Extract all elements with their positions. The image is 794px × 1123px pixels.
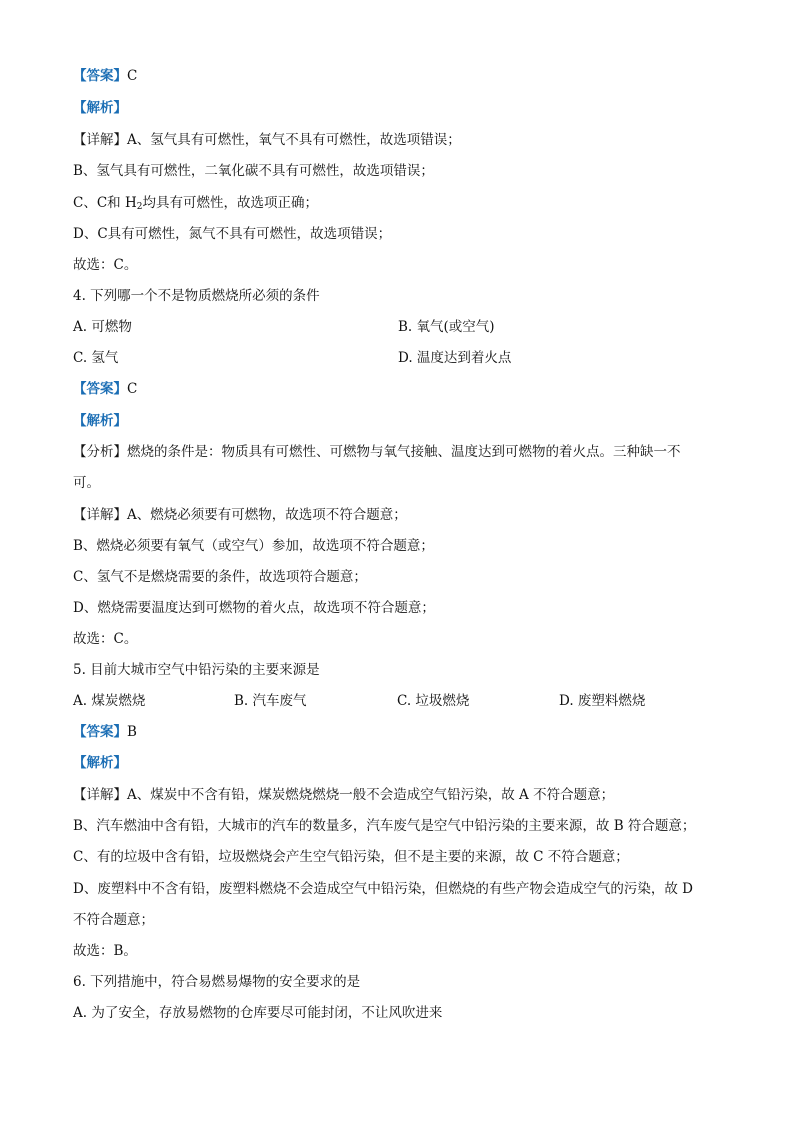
detail-line: D、燃烧需要温度达到可燃物的着火点，故选项不符合题意；	[73, 600, 435, 616]
analysis-heading: 【解析】	[73, 755, 127, 771]
option-c: C. 氢气	[73, 350, 119, 366]
detail-line: 【详解】A、氢气具有可燃性，氧气不具有可燃性，故选项错误；	[73, 132, 461, 148]
option-b: B. 氧气(或空气)	[398, 319, 495, 335]
conclusion-line: 故选：C。	[73, 631, 138, 647]
analysis-sub-tag: 分析	[86, 444, 114, 460]
option-b: B. 汽车废气	[234, 693, 307, 709]
option-d: D. 温度达到着火点	[398, 350, 512, 366]
answer-tag: 答案	[86, 724, 114, 740]
analysis-heading: 【解析】	[73, 100, 127, 116]
analysis-tag: 解析	[86, 100, 114, 116]
answer-tag: 答案	[86, 381, 114, 397]
question-stem: 5. 目前大城市空气中铅污染的主要来源是	[73, 662, 320, 678]
subscript: 2	[136, 202, 143, 212]
detail-tag: 详解	[86, 132, 114, 148]
option-a: A. 为了安全，存放易燃物的仓库要尽可能封闭，不让风吹进来	[73, 1005, 443, 1021]
analysis-tag: 解析	[86, 413, 114, 429]
detail-line: D、废塑料中不含有铅，废塑料燃烧不会造成空气中铅污染，但燃烧的有些产物会造成空气的污染，故 D	[73, 881, 693, 897]
detail-tag: 详解	[86, 507, 114, 523]
detail-text: A、氢气具有可燃性，氧气不具有可燃性，故选项错误；	[127, 132, 461, 148]
detail-line: B、氢气具有可燃性，二氧化碳不具有可燃性，故选项错误；	[73, 163, 434, 179]
question-stem: 6. 下列措施中，符合易燃易爆物的安全要求的是	[73, 974, 361, 990]
detail-line: 不符合题意；	[73, 912, 154, 928]
analysis-line: 可。	[73, 475, 100, 491]
conclusion-line: 故选：B。	[73, 943, 137, 959]
detail-line: B、燃烧必须要有氧气（或空气）参加，故选项不符合题意；	[73, 538, 434, 554]
conclusion-line: 故选：C。	[73, 257, 138, 273]
answer-line: 【答案】C	[73, 68, 138, 84]
option-a: A. 煤炭燃烧	[73, 693, 146, 709]
detail-line: B、汽车燃油中含有铅，大城市的汽车的数量多，汽车废气是空气中铅污染的主要来源，故 B 符合题意；	[73, 818, 696, 834]
answer-tag: 答案	[86, 68, 114, 84]
detail-line: C、氢气不是燃烧需要的条件，故选项符合题意；	[73, 569, 367, 585]
option-d: D. 废塑料燃烧	[559, 693, 646, 709]
answer-value: C	[127, 68, 138, 84]
question-stem: 4. 下列哪一个不是物质燃烧所必须的条件	[73, 288, 320, 304]
analysis-tag: 解析	[86, 755, 114, 771]
analysis-heading: 【解析】	[73, 413, 127, 429]
detail-line: 【详解】A、燃烧必须要有可燃物，故选项不符合题意；	[73, 507, 407, 523]
option-c: C. 垃圾燃烧	[397, 693, 470, 709]
detail-line: 【详解】A、煤炭中不含有铅，煤炭燃烧燃烧一般不会造成空气铅污染，故 A 不符合题意；	[73, 787, 615, 803]
answer-value: B	[127, 724, 137, 740]
analysis-line: 【分析】燃烧的条件是：物质具有可燃性、可燃物与氧气接触、温度达到可燃物的着火点。三种缺一不	[73, 444, 681, 460]
detail-line: C、有的垃圾中含有铅，垃圾燃烧会产生空气铅污染，但不是主要的来源，故 C 不符合题意；	[73, 849, 629, 865]
detail-tag: 详解	[86, 787, 114, 803]
answer-line: 【答案】B	[73, 724, 137, 740]
detail-line-with-formula: C、C和 $H_2$均具有可燃性，故选项正确；	[73, 195, 318, 212]
answer-line: 【答案】C	[73, 381, 138, 397]
option-a: A. 可燃物	[73, 319, 132, 335]
answer-value: C	[127, 381, 138, 397]
detail-line: D、C具有可燃性，氮气不具有可燃性，故选项错误；	[73, 226, 392, 242]
